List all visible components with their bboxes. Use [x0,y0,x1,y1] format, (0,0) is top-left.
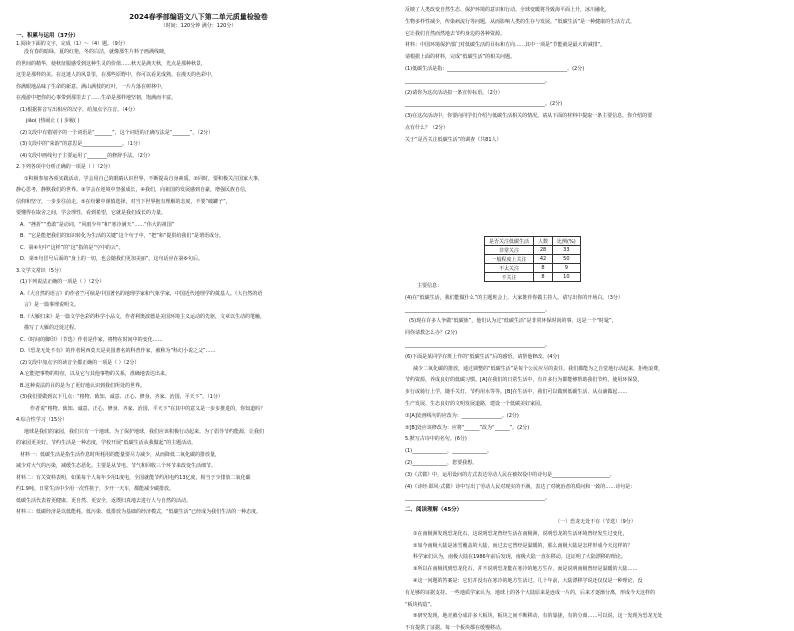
text-line: 约1.9吨。日常生活中少用一次性筷子，少开一天车，都能减少碳排放。 [16,486,174,492]
text-line: ④这一问题的答案是：它们并没有在寒冷的地方生活过。几十年前，大陆漂移学说还仅仅是一种理论，没 [413,578,643,584]
text-line: C.《时间的脚印》（节选）作者是作家，将物在时间中的变化…… [20,336,163,343]
text-line: (6)下面是某同学在班上作的“低碳生活”后的感悟，请帮他修改。(4分) [405,353,560,360]
text-line: （时间：120分钟 满分：120分） [160,23,237,29]
text-line: (1)低碳生活是指：________________________________________________。(2分) [405,66,585,72]
table-row [485,246,581,255]
text-line: ________________________________________________________。(2分) [405,101,563,108]
table-row [485,255,581,264]
text-line: 步行或骑行上学，随手关灯，节约用水等等。[B]在生活中，我们可以做到低碳生活，从点滴做起…… [405,389,628,396]
table-cell: 不关注 [485,273,534,282]
text-line: 你满眼地品味了生命的新意。满山满枝的红叶，一片片落在树林中， [16,83,167,90]
text-line: (4)文段中画线句子主要运用了________的修辞手法。（2分） [20,152,153,159]
text-line: ①积极参加各项实践活动，学会用自己的眼睛认识世界，不断提高自身素质。②同时，要积极关注国家大事， [24,175,263,182]
table-cell: 42 [534,255,553,264]
text-line: (2)请你为这次活动拟一条宣传标语。（2分） [405,89,503,96]
text-line: “板块构造”。 [405,601,436,608]
text-line: 在漫游中把你的心事带到那里去了……生命是那样地坚韧，饱满而丰富。 [16,95,177,101]
page-title: 2024春季部编语文八下第二单元质量检验卷 [129,13,268,21]
text-line: ________________________________________________________。 [405,306,551,313]
table-header-row [485,237,581,246]
table-cell: 8 [534,264,553,273]
section-heading: 一、积累与运用（37分） [16,33,79,39]
text-line: 请根据上面的材料，完成“低碳生活”的相关问题。 [405,54,516,61]
text-line: 同你请教怎么办？(2分) [405,330,458,337]
text-line: C．第④句中“这样”的“这”指的是“空中的云”。 [20,244,124,251]
text-line: 的世间的精华，使秋征服感受到这种生灵的价值……秋天是满天秋，光点是那种秋景， [16,60,207,67]
text-line: 减少对大气的污染，减缓生态恶化。主要是从节电、节气和回收三个环节来改变生活细节。 [16,463,217,469]
right-column [397,0,794,631]
text-line: 的家园更美好。节约生活是一种态度，学校开展“低碳生活从我做起”的主题活动。 [16,440,197,446]
text-line: 作者说“格物、致知、诚意、正心、修身、齐家、治国、平天下”在其中的意义是一步步推进的，你知道吗？ [30,405,266,412]
text-line: (2)文段中有错别字的一个词语是“_______”，这个词语的正确写法是“_______”。（2分） [20,129,214,136]
text-line: ________________________________________________________。 [405,342,551,348]
text-line: 节约资源，养成良好的低碳习惯。[A]在我们的日常生活中，有许多行为都能够帮助我们节约，使用环保袋， [405,377,643,384]
survey-table [484,236,581,282]
table-cell: 非常关注 [485,246,534,255]
table-cell: 33 [553,246,581,255]
text-line: 3.文学文常识（5分） [16,267,64,274]
text-line: 减少二氧化碳的排放，通过调整的“低碳生活”是每个公民应尽的责任。我们都能为之自觉地行动起来，拒绝浪费， [413,365,664,372]
table-cell: 28 [534,246,553,255]
text-line: 4.综合性学习（15分） [16,417,68,423]
text-line: 这里是那样的美。在这迷人的风景里，在那些原野中，你可以看见成熟、在漫天的色彩中， [16,72,217,78]
text-line: 要懂得在取舍之间，学会理性，看到希望，它就是我们成长的力量。 [16,210,167,216]
text-line: jiǎo( )热闹止 ( ) 步履( ) [26,118,80,124]
text-line: 描写了大雁的迁徙过程。 [24,325,80,331]
text-line: 2.下列各项中分析正确的一项是（ ）（2分） [16,164,114,170]
section-heading: 二、阅读理解（45分） [405,507,463,514]
text-line: ②[B]处应该修改为：应将“______”改为“______”。(2分) [405,424,530,431]
text-line: 材料：中国环境保护部门对低碳生活的目标和方向……其中一项是“节能就是最大的减排”。 [405,42,606,49]
text-line: 低碳生活代表着更健康、更自然、更安全，返璞归真地去进行人与自然的活动。 [16,497,192,504]
text-line: (1)下列说法正确的一项是（ ）（2分） [20,279,105,285]
text-line: 生产发展、生态良好的文明发展道路，建设一个低碳美好家园。 [405,401,546,407]
text-line: （一）恐龙无处不有（节选）（9分） [555,519,636,525]
text-line: 5.默写古诗中的名句。(6分) [405,436,467,443]
text-line: 不有提供了证据。每一个板块都在缓慢移动。 [405,625,506,631]
text-line: A.它能把事物的特征，以及它与其他事物的关系，准确地表达出来。 [20,371,170,377]
text-line: 点有什么？（2分） [405,125,449,131]
text-line: ⑤研究发现，地壳被分成许多大板块，板块之间不断移动，有的靠拢，有的分离……可以说，这一发现为恐龙无处 [413,613,663,620]
text-line: 主要信息： [417,283,443,289]
text-line: B．“它是能把我们的知识转化为生活的关键”这个句子中，“把”和“提供给我们”是谓语成分。 [20,233,224,239]
text-line: A.《大自然的语言》的作者竺可桢是中国著名的地理学家和气象学家，中国近代地理学的奠基人。《大自然的语 [20,290,263,297]
table-cell: 一般程度上关注 [485,255,534,264]
text-line: (1)______________，______________。 [405,448,493,455]
text-line: 关于“是否关注低碳生活”的调查（共81人） [405,136,502,143]
table-cell: 9 [553,264,581,273]
text-line: 反映了人类改变自然生态、保护环境的意识和行动。全球变暖将导致海平面上升，冰川融化， [405,7,611,13]
table-cell: 8 [534,273,553,282]
text-line: (4)《诗经·邶风·式微》诗中写出了劳动人民对现实的不满，表达了对统治者的质问和一致的……诗句是： [405,483,636,490]
text-line: ②如今南极大陆是冰雪覆盖的大陆，而过去它曾经是温暖的，那么南极大陆是怎样形成今天这样的？ [413,542,633,549]
text-line: 生物多样性减少，传染病流行等问题，从而影响人类的生存与发展。“低碳生活”是一种健康的生活方式， [405,18,636,25]
table-cell: 不太关注 [485,264,534,273]
table-row [485,273,581,282]
table-cell: 50 [553,255,581,264]
table-header: 比例(%) [553,237,581,246]
text-line: ________________________________________________________。 [405,77,551,84]
text-line: D.《恐龙无处不有》的作者阿西莫夫是美国著名的科普作家，被称为“科幻小说之父”…… [20,348,216,354]
left-column [0,0,397,561]
text-line: B.这种说法的目的是为了更好地认识到我们所处的世界。 [20,382,146,389]
text-line: 地球是我们的家园，我们只有一个地球。为了保护地球，我们应该积极行动起来。为了倡导节约能源，让我们 [24,428,265,435]
table-cell: 10 [553,273,581,282]
text-line: ①在南极洲发现恐龙化石，这说明恐龙曾经生活在南极洲，说明恐龙的生活环境曾经发生过变化， [413,530,628,537]
text-line: A．“挫折”“勇敢”是动词，“风雨少年”和“寒冷满天”……“伟大的祖国” [20,221,175,228]
text-line: ③所以在南极找到恐龙化石，并不说明恐龙能在寒冷的地方生存，而是说明南极曾经是温暖的大陆…… [413,566,638,573]
text-line: (2)文段中加点字的读音全都正确的一项是（ ）（2分） [20,359,140,366]
text-line: 言》是一篇事理说明文。 [24,302,80,308]
text-line: (3)文段中的“荣韵”的意思是________________。（1分） [20,141,143,147]
text-line: (3)在这次活动中，你要向同学们介绍与低碳生活相关的情况。请从下面的材料中提取一条主要信息，你介绍的要 [405,113,653,120]
text-line: ①[A]处画线句的应改为：________________。(2分) [405,412,519,419]
text-line: (5)现在许多人争做“低碳族”，他们认为过“低碳生活”是非常环保时尚的事，这是一个“时髦”， [409,318,617,325]
text-line: (1)根据拼音写出相应的汉字，给加点字注音。（4分） [20,106,138,113]
text-line: ________________________________________________________。 [405,495,551,502]
table-row [485,264,581,273]
text-line: 科学家们认为，南极大陆在1986年前后发现，南极大陆一直在移动，这证明了大陆漂移的理论。 [413,554,626,561]
text-line: 它让我们自然而然地去节约身边的各种资源。 [405,30,506,37]
text-line: 材料二：有关资料表明，如果每个人每年少用1度电，全国就能节约用电约13亿度，相当于少排放二氧化碳 [16,474,251,481]
text-line: 材料三：低碳经济是以低能耗、低污染、低排放为基础的经济模式，“低碳生活”已经成为我们生活的一种态度。 [16,509,262,515]
text-line: D．第⑤句冒号后面的“身上的一切，也会随我们更加美丽”。这句话应在第⑥句后。 [20,256,203,262]
table-header: 是否关注低碳生活 [485,237,534,246]
text-line: 1.阅读下面的文字，完成（1）～（4）题。（9分） [16,41,128,47]
text-line: (2)______________，您要我想。 [405,460,478,466]
table-header: 人数 [534,237,553,246]
text-line: (3)我们要做到以下几点：“格物、致知、诚意、正心、修身、齐家、治国、平天下”。（1分） [20,394,223,400]
text-line: 没有春的暗绿，夏的红艳，冬的白洁，就像那生片料子画满线映， [24,49,170,55]
text-line: (3)《式微》中，运用设问的方式表达劳动人民在被奴役中的诗句是_______________________。 [405,471,615,478]
text-line: (4)在“低碳生活，我们能做什么”的主题班会上，大家推荐你做主持人。请写出你的开场白。（3分） [405,294,623,301]
text-line: B.《大雁归来》是一篇文学色彩的科学小品文，作者利奥波德是美国环境主义运动的先驱，文章以生动的笔触， [20,313,266,320]
text-line: 静心思考，静默我们的世界。③学会在逆境中坚强成长，④我们，向祖国的发展感到自豪，增强民族自信， [16,187,250,193]
text-line: 材料一：低碳生活是指生活作息时所耗用的能量要尽力减少，从而降低二氧化碳的排放量， [20,451,221,458]
text-line: 信仰和坚守，一步步往前走。⑤在纷繁中谨慎选择，对当下世界抱有理解的态度，不要“破罐子”， [16,198,231,205]
text-line: 有足够的证据支持。一些地质学家认为，地球上的各个大陆原来是连成一片的，后来才逐渐分离，形成今天这样的 [405,589,656,596]
